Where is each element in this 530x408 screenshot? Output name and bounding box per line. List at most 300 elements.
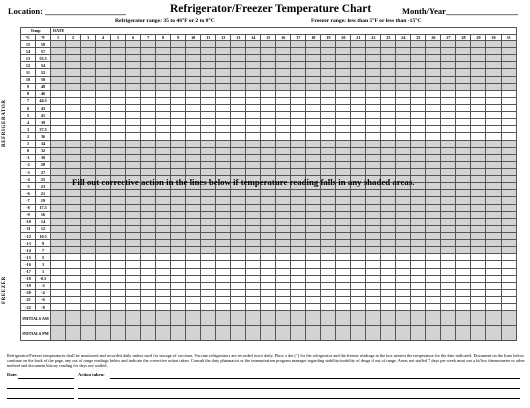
reading-cell[interactable] — [111, 69, 126, 76]
reading-cell[interactable] — [411, 97, 426, 104]
reading-cell[interactable] — [276, 140, 291, 147]
reading-cell[interactable] — [471, 240, 486, 247]
reading-cell[interactable] — [141, 140, 156, 147]
reading-cell[interactable] — [501, 154, 517, 161]
reading-cell[interactable] — [486, 304, 501, 311]
reading-cell[interactable] — [231, 41, 246, 48]
reading-cell[interactable] — [321, 161, 336, 168]
reading-cell[interactable] — [186, 133, 201, 140]
reading-cell[interactable] — [171, 104, 186, 111]
reading-cell[interactable] — [441, 218, 456, 225]
reading-cell[interactable] — [306, 90, 321, 97]
reading-cell[interactable] — [471, 282, 486, 289]
reading-cell[interactable] — [141, 204, 156, 211]
reading-cell[interactable] — [111, 140, 126, 147]
reading-cell[interactable] — [486, 62, 501, 69]
reading-cell[interactable] — [141, 104, 156, 111]
reading-cell[interactable] — [276, 161, 291, 168]
reading-cell[interactable] — [351, 275, 366, 282]
reading-cell[interactable] — [426, 90, 441, 97]
reading-cell[interactable] — [411, 296, 426, 303]
reading-cell[interactable] — [276, 218, 291, 225]
reading-cell[interactable] — [186, 104, 201, 111]
reading-cell[interactable] — [291, 154, 306, 161]
reading-cell[interactable] — [456, 225, 471, 232]
reading-cell[interactable] — [381, 254, 396, 261]
reading-cell[interactable] — [111, 282, 126, 289]
reading-cell[interactable] — [276, 112, 291, 119]
reading-cell[interactable] — [111, 90, 126, 97]
reading-cell[interactable] — [441, 211, 456, 218]
reading-cell[interactable] — [111, 211, 126, 218]
reading-cell[interactable] — [216, 112, 231, 119]
reading-cell[interactable] — [366, 48, 381, 55]
reading-cell[interactable] — [111, 275, 126, 282]
reading-cell[interactable] — [126, 282, 141, 289]
reading-cell[interactable] — [456, 240, 471, 247]
reading-cell[interactable] — [441, 76, 456, 83]
reading-cell[interactable] — [186, 289, 201, 296]
reading-cell[interactable] — [336, 83, 351, 90]
reading-cell[interactable] — [126, 289, 141, 296]
reading-cell[interactable] — [426, 55, 441, 62]
reading-cell[interactable] — [276, 147, 291, 154]
reading-cell[interactable] — [81, 140, 96, 147]
reading-cell[interactable] — [471, 190, 486, 197]
reading-cell[interactable] — [396, 133, 411, 140]
reading-cell[interactable] — [381, 240, 396, 247]
reading-cell[interactable] — [426, 133, 441, 140]
reading-cell[interactable] — [216, 289, 231, 296]
reading-cell[interactable] — [396, 83, 411, 90]
reading-cell[interactable] — [366, 254, 381, 261]
reading-cell[interactable] — [351, 218, 366, 225]
reading-cell[interactable] — [426, 183, 441, 190]
reading-cell[interactable] — [486, 282, 501, 289]
reading-cell[interactable] — [411, 161, 426, 168]
reading-cell[interactable] — [231, 304, 246, 311]
reading-cell[interactable] — [321, 62, 336, 69]
reading-cell[interactable] — [381, 112, 396, 119]
reading-cell[interactable] — [51, 48, 66, 55]
reading-cell[interactable] — [66, 247, 81, 254]
initials-cell[interactable] — [231, 326, 246, 341]
reading-cell[interactable] — [186, 97, 201, 104]
initials-cell[interactable] — [216, 311, 231, 326]
reading-cell[interactable] — [441, 48, 456, 55]
reading-cell[interactable] — [381, 119, 396, 126]
reading-cell[interactable] — [471, 176, 486, 183]
reading-cell[interactable] — [66, 254, 81, 261]
reading-cell[interactable] — [171, 304, 186, 311]
reading-cell[interactable] — [156, 154, 171, 161]
initials-cell[interactable] — [96, 311, 111, 326]
reading-cell[interactable] — [291, 76, 306, 83]
reading-cell[interactable] — [51, 275, 66, 282]
reading-cell[interactable] — [171, 296, 186, 303]
reading-cell[interactable] — [441, 176, 456, 183]
reading-cell[interactable] — [111, 190, 126, 197]
reading-cell[interactable] — [111, 97, 126, 104]
reading-cell[interactable] — [126, 161, 141, 168]
reading-cell[interactable] — [501, 133, 517, 140]
reading-cell[interactable] — [186, 168, 201, 175]
reading-cell[interactable] — [126, 104, 141, 111]
reading-cell[interactable] — [441, 41, 456, 48]
reading-cell[interactable] — [306, 190, 321, 197]
reading-cell[interactable] — [171, 211, 186, 218]
reading-cell[interactable] — [231, 247, 246, 254]
reading-cell[interactable] — [66, 154, 81, 161]
reading-cell[interactable] — [171, 197, 186, 204]
reading-cell[interactable] — [111, 240, 126, 247]
reading-cell[interactable] — [426, 275, 441, 282]
reading-cell[interactable] — [291, 147, 306, 154]
reading-cell[interactable] — [456, 282, 471, 289]
initials-cell[interactable] — [381, 311, 396, 326]
reading-cell[interactable] — [261, 90, 276, 97]
reading-cell[interactable] — [111, 55, 126, 62]
reading-cell[interactable] — [186, 48, 201, 55]
reading-cell[interactable] — [231, 197, 246, 204]
reading-cell[interactable] — [276, 275, 291, 282]
reading-cell[interactable] — [366, 140, 381, 147]
reading-cell[interactable] — [216, 119, 231, 126]
reading-cell[interactable] — [171, 69, 186, 76]
reading-cell[interactable] — [186, 218, 201, 225]
reading-cell[interactable] — [141, 97, 156, 104]
reading-cell[interactable] — [201, 104, 216, 111]
initials-cell[interactable] — [171, 326, 186, 341]
reading-cell[interactable] — [306, 140, 321, 147]
reading-cell[interactable] — [441, 204, 456, 211]
reading-cell[interactable] — [396, 48, 411, 55]
reading-cell[interactable] — [351, 76, 366, 83]
reading-cell[interactable] — [111, 41, 126, 48]
reading-cell[interactable] — [111, 254, 126, 261]
reading-cell[interactable] — [411, 197, 426, 204]
reading-cell[interactable] — [216, 161, 231, 168]
reading-cell[interactable] — [66, 76, 81, 83]
reading-cell[interactable] — [456, 48, 471, 55]
reading-cell[interactable] — [66, 197, 81, 204]
reading-cell[interactable] — [96, 119, 111, 126]
reading-cell[interactable] — [351, 247, 366, 254]
reading-cell[interactable] — [351, 304, 366, 311]
reading-cell[interactable] — [216, 154, 231, 161]
reading-cell[interactable] — [366, 83, 381, 90]
reading-cell[interactable] — [336, 69, 351, 76]
reading-cell[interactable] — [246, 48, 261, 55]
reading-cell[interactable] — [111, 204, 126, 211]
reading-cell[interactable] — [51, 140, 66, 147]
reading-cell[interactable] — [216, 140, 231, 147]
reading-cell[interactable] — [141, 296, 156, 303]
reading-cell[interactable] — [426, 190, 441, 197]
reading-cell[interactable] — [81, 204, 96, 211]
reading-cell[interactable] — [141, 76, 156, 83]
reading-cell[interactable] — [396, 104, 411, 111]
reading-cell[interactable] — [456, 218, 471, 225]
initials-cell[interactable] — [186, 311, 201, 326]
reading-cell[interactable] — [201, 190, 216, 197]
reading-cell[interactable] — [426, 289, 441, 296]
reading-cell[interactable] — [81, 168, 96, 175]
reading-cell[interactable] — [306, 282, 321, 289]
reading-cell[interactable] — [366, 275, 381, 282]
reading-cell[interactable] — [96, 218, 111, 225]
reading-cell[interactable] — [336, 261, 351, 268]
reading-cell[interactable] — [276, 247, 291, 254]
reading-cell[interactable] — [336, 190, 351, 197]
reading-cell[interactable] — [396, 211, 411, 218]
reading-cell[interactable] — [96, 133, 111, 140]
initials-cell[interactable] — [321, 326, 336, 341]
reading-cell[interactable] — [426, 261, 441, 268]
reading-cell[interactable] — [321, 268, 336, 275]
reading-cell[interactable] — [96, 211, 111, 218]
reading-cell[interactable] — [396, 69, 411, 76]
reading-cell[interactable] — [201, 90, 216, 97]
reading-cell[interactable] — [501, 218, 517, 225]
reading-cell[interactable] — [186, 83, 201, 90]
reading-cell[interactable] — [381, 190, 396, 197]
reading-cell[interactable] — [186, 190, 201, 197]
reading-cell[interactable] — [396, 76, 411, 83]
reading-cell[interactable] — [411, 83, 426, 90]
reading-cell[interactable] — [171, 275, 186, 282]
reading-cell[interactable] — [246, 197, 261, 204]
reading-cell[interactable] — [186, 268, 201, 275]
reading-cell[interactable] — [81, 76, 96, 83]
reading-cell[interactable] — [246, 90, 261, 97]
reading-cell[interactable] — [201, 296, 216, 303]
reading-cell[interactable] — [291, 104, 306, 111]
reading-cell[interactable] — [171, 247, 186, 254]
reading-cell[interactable] — [471, 161, 486, 168]
reading-cell[interactable] — [231, 55, 246, 62]
reading-cell[interactable] — [216, 275, 231, 282]
reading-cell[interactable] — [351, 197, 366, 204]
reading-cell[interactable] — [171, 90, 186, 97]
reading-cell[interactable] — [456, 90, 471, 97]
reading-cell[interactable] — [51, 282, 66, 289]
reading-cell[interactable] — [276, 55, 291, 62]
reading-cell[interactable] — [201, 119, 216, 126]
reading-cell[interactable] — [381, 161, 396, 168]
reading-cell[interactable] — [351, 62, 366, 69]
reading-cell[interactable] — [471, 112, 486, 119]
reading-cell[interactable] — [321, 97, 336, 104]
reading-cell[interactable] — [351, 55, 366, 62]
reading-cell[interactable] — [246, 275, 261, 282]
reading-cell[interactable] — [66, 240, 81, 247]
reading-cell[interactable] — [396, 232, 411, 239]
reading-cell[interactable] — [171, 140, 186, 147]
reading-cell[interactable] — [156, 168, 171, 175]
reading-cell[interactable] — [441, 90, 456, 97]
reading-cell[interactable] — [411, 140, 426, 147]
reading-cell[interactable] — [321, 282, 336, 289]
reading-cell[interactable] — [81, 48, 96, 55]
reading-cell[interactable] — [486, 268, 501, 275]
reading-cell[interactable] — [96, 147, 111, 154]
reading-cell[interactable] — [411, 119, 426, 126]
reading-cell[interactable] — [141, 240, 156, 247]
reading-cell[interactable] — [156, 62, 171, 69]
reading-cell[interactable] — [396, 41, 411, 48]
reading-cell[interactable] — [336, 55, 351, 62]
reading-cell[interactable] — [246, 268, 261, 275]
reading-cell[interactable] — [51, 41, 66, 48]
reading-cell[interactable] — [51, 112, 66, 119]
initials-cell[interactable] — [336, 311, 351, 326]
reading-cell[interactable] — [366, 197, 381, 204]
reading-cell[interactable] — [381, 282, 396, 289]
initials-cell[interactable] — [141, 326, 156, 341]
reading-cell[interactable] — [171, 240, 186, 247]
reading-cell[interactable] — [66, 232, 81, 239]
reading-cell[interactable] — [51, 126, 66, 133]
reading-cell[interactable] — [81, 62, 96, 69]
reading-cell[interactable] — [156, 140, 171, 147]
reading-cell[interactable] — [456, 126, 471, 133]
reading-cell[interactable] — [336, 119, 351, 126]
reading-cell[interactable] — [396, 197, 411, 204]
reading-cell[interactable] — [216, 41, 231, 48]
reading-cell[interactable] — [321, 275, 336, 282]
reading-cell[interactable] — [336, 48, 351, 55]
reading-cell[interactable] — [501, 140, 517, 147]
reading-cell[interactable] — [441, 296, 456, 303]
reading-cell[interactable] — [156, 225, 171, 232]
reading-cell[interactable] — [66, 161, 81, 168]
reading-cell[interactable] — [81, 154, 96, 161]
reading-cell[interactable] — [426, 140, 441, 147]
reading-cell[interactable] — [291, 190, 306, 197]
reading-cell[interactable] — [66, 133, 81, 140]
reading-cell[interactable] — [426, 69, 441, 76]
initials-cell[interactable] — [261, 326, 276, 341]
reading-cell[interactable] — [81, 232, 96, 239]
reading-cell[interactable] — [306, 296, 321, 303]
initials-cell[interactable] — [306, 311, 321, 326]
reading-cell[interactable] — [261, 204, 276, 211]
reading-cell[interactable] — [336, 225, 351, 232]
reading-cell[interactable] — [501, 62, 517, 69]
reading-cell[interactable] — [186, 154, 201, 161]
reading-cell[interactable] — [426, 218, 441, 225]
reading-cell[interactable] — [486, 83, 501, 90]
reading-cell[interactable] — [381, 304, 396, 311]
reading-cell[interactable] — [246, 112, 261, 119]
reading-cell[interactable] — [216, 261, 231, 268]
reading-cell[interactable] — [261, 254, 276, 261]
reading-cell[interactable] — [216, 133, 231, 140]
reading-cell[interactable] — [351, 119, 366, 126]
reading-cell[interactable] — [141, 254, 156, 261]
reading-cell[interactable] — [201, 126, 216, 133]
reading-cell[interactable] — [456, 147, 471, 154]
reading-cell[interactable] — [186, 55, 201, 62]
reading-cell[interactable] — [171, 168, 186, 175]
reading-cell[interactable] — [396, 275, 411, 282]
reading-cell[interactable] — [336, 97, 351, 104]
reading-cell[interactable] — [81, 275, 96, 282]
reading-cell[interactable] — [156, 41, 171, 48]
reading-cell[interactable] — [306, 154, 321, 161]
reading-cell[interactable] — [411, 112, 426, 119]
reading-cell[interactable] — [411, 211, 426, 218]
reading-cell[interactable] — [81, 126, 96, 133]
reading-cell[interactable] — [96, 261, 111, 268]
reading-cell[interactable] — [96, 268, 111, 275]
reading-cell[interactable] — [441, 197, 456, 204]
reading-cell[interactable] — [171, 225, 186, 232]
reading-cell[interactable] — [336, 168, 351, 175]
reading-cell[interactable] — [441, 112, 456, 119]
reading-cell[interactable] — [456, 97, 471, 104]
reading-cell[interactable] — [471, 218, 486, 225]
reading-cell[interactable] — [501, 176, 517, 183]
reading-cell[interactable] — [111, 154, 126, 161]
initials-cell[interactable] — [261, 311, 276, 326]
reading-cell[interactable] — [216, 69, 231, 76]
reading-cell[interactable] — [441, 126, 456, 133]
reading-cell[interactable] — [111, 147, 126, 154]
reading-cell[interactable] — [126, 69, 141, 76]
reading-cell[interactable] — [321, 225, 336, 232]
reading-cell[interactable] — [141, 289, 156, 296]
reading-cell[interactable] — [336, 282, 351, 289]
reading-cell[interactable] — [321, 168, 336, 175]
reading-cell[interactable] — [291, 268, 306, 275]
reading-cell[interactable] — [111, 232, 126, 239]
reading-cell[interactable] — [96, 140, 111, 147]
reading-cell[interactable] — [396, 119, 411, 126]
reading-cell[interactable] — [51, 147, 66, 154]
reading-cell[interactable] — [261, 133, 276, 140]
reading-cell[interactable] — [51, 254, 66, 261]
reading-cell[interactable] — [51, 204, 66, 211]
reading-cell[interactable] — [216, 247, 231, 254]
reading-cell[interactable] — [201, 275, 216, 282]
reading-cell[interactable] — [441, 119, 456, 126]
reading-cell[interactable] — [276, 83, 291, 90]
reading-cell[interactable] — [396, 240, 411, 247]
reading-cell[interactable] — [321, 197, 336, 204]
reading-cell[interactable] — [456, 183, 471, 190]
reading-cell[interactable] — [411, 104, 426, 111]
reading-cell[interactable] — [66, 211, 81, 218]
reading-cell[interactable] — [306, 97, 321, 104]
reading-cell[interactable] — [486, 254, 501, 261]
reading-cell[interactable] — [66, 41, 81, 48]
reading-cell[interactable] — [306, 41, 321, 48]
reading-cell[interactable] — [321, 211, 336, 218]
reading-cell[interactable] — [456, 76, 471, 83]
reading-cell[interactable] — [81, 97, 96, 104]
reading-cell[interactable] — [126, 119, 141, 126]
reading-cell[interactable] — [486, 69, 501, 76]
initials-cell[interactable] — [231, 311, 246, 326]
reading-cell[interactable] — [426, 76, 441, 83]
reading-cell[interactable] — [396, 304, 411, 311]
reading-cell[interactable] — [51, 154, 66, 161]
reading-cell[interactable] — [486, 55, 501, 62]
reading-cell[interactable] — [441, 55, 456, 62]
reading-cell[interactable] — [426, 97, 441, 104]
